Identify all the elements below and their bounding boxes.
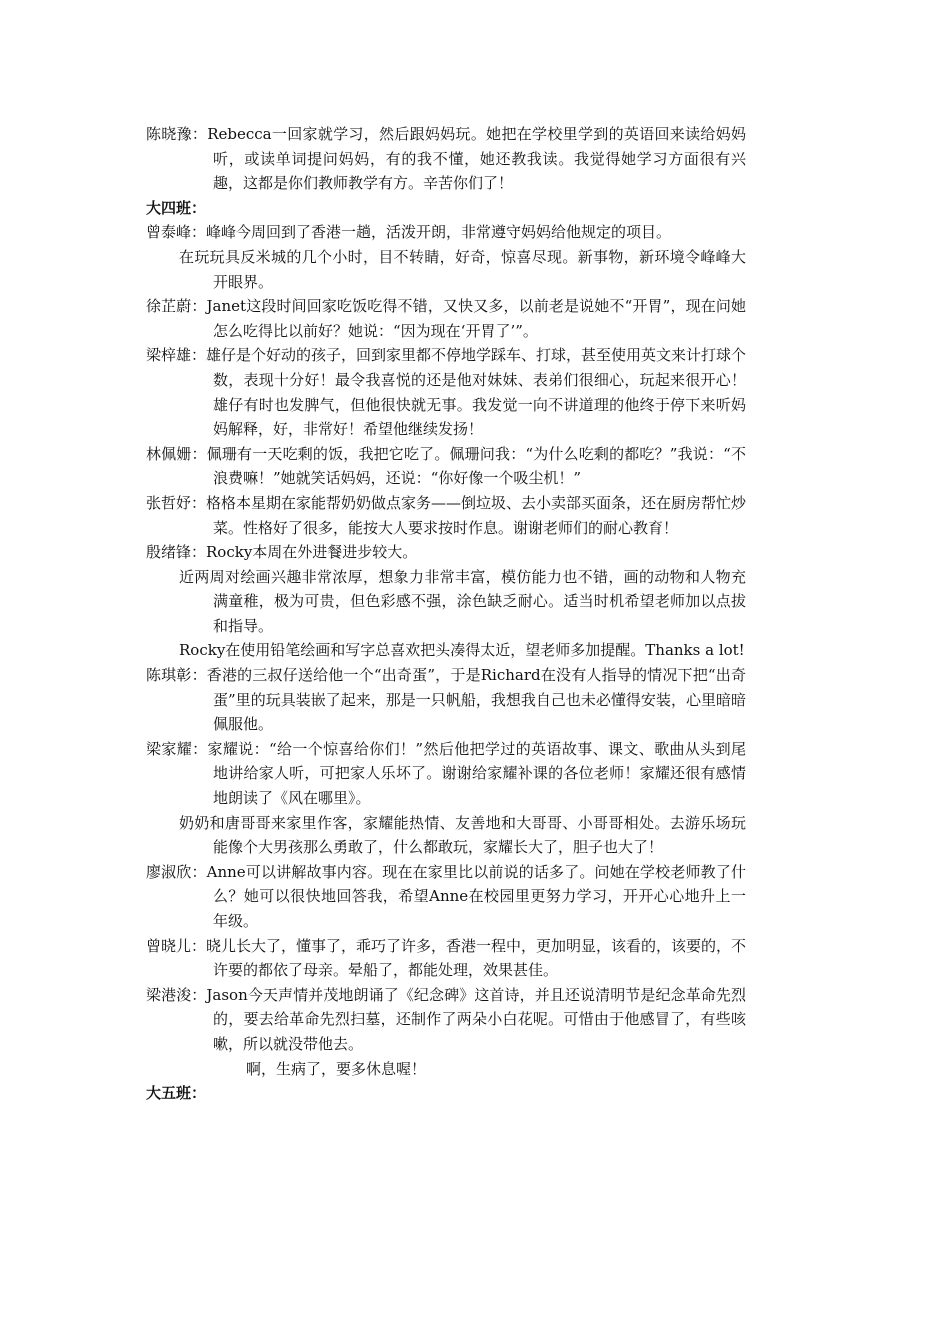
parent-comment-chen-xiaoyu: 陈晓豫：Rebecca一回家就学习，然后跟妈妈玩。她把在学校里学到的英语回来读给妈妈听，或读单词提问妈妈，有的我不懂，她还教我读。我觉得她学习方面很有兴趣，这都是你们教师教学有方。辛苦你们了！ xyxy=(146,125,746,193)
class-heading-da-si-ban: 大四班： xyxy=(146,198,207,217)
parent-comment-lin-peishan: 林佩姗：佩珊有一天吃剩的饭，我把它吃了。佩珊问我：“为什么吃剩的都吃？”我说：“不浪费嘛！”她就笑话妈妈，还说：“你好像一个吸尘机！” xyxy=(146,444,746,488)
parent-comment-zhang-zheyu: 张哲妤：格格本星期在家能帮奶奶做点家务——倒垃圾、去小卖部买面条，还在厨房帮忙炒菜。性格好了很多，能按大人要求按时作息。谢谢老师们的耐心教育！ xyxy=(146,493,747,537)
parent-comment-zeng-xiaoer: 曾晓儿：晓儿长大了，懂事了，乖巧了许多，香港一程中，更加明显，该看的，该要的，不许要的都依了母亲。晕船了，都能处理，效果甚佳。 xyxy=(146,936,747,980)
parent-comment-yin-xufeng-pencil: Rocky在使用铅笔绘画和写字总喜欢把头凑得太近，望老师多加提醒。Thanks a lot! xyxy=(179,641,745,660)
parent-comment-zeng-taifeng: 曾泰峰：峰峰今周回到了香港一趟，活泼开朗，非常遵守妈妈给他规定的项目。 xyxy=(146,223,672,242)
document-page xyxy=(146,122,746,1106)
parent-comment-liang-zixiong: 梁梓雄：雄仔是个好动的孩子，回到家里都不停地学踩车、打球，甚至使用英文来计打球个数，表现十分好！最令我喜悦的还是他对妹妹、表弟们很细心，玩起来很开心！雄仔有时也发脾气，但他很快就无事。我发觉一向不讲道理的他终于停下来听妈妈解释，好，非常好！希望他继续发扬！ xyxy=(146,346,747,439)
parent-comment-liang-gangjun: 梁港浚：Jason今天声情并茂地朗诵了《纪念碑》这首诗，并且还说清明节是纪念革命先烈的，要去给革命先烈扫墓，还制作了两朵小白花呢。可惜由于他感冒了，有些咳嗽，所以就没带他去。 xyxy=(146,985,746,1053)
parent-comment-liang-jiayao: 梁家耀：家耀说：“给一个惊喜给你们！”然后他把学过的英语故事、课文、歌曲从头到尾地讲给家人听，可把家人乐坏了。谢谢给家耀补课的各位老师！家耀还很有感情地朗读了《风在哪里》。 xyxy=(146,739,746,808)
teacher-reply-liang-gangjun: 啊，生病了，要多休息喔！ xyxy=(246,1059,427,1078)
class-heading-da-wu-ban: 大五班： xyxy=(146,1084,207,1103)
parent-comment-yin-xufeng-drawing: 近两周对绘画兴趣非常浓厚，想象力非常丰富，模仿能力也不错，画的动物和人物充满童稚，极为可贵，但色彩感不强，涂色缺乏耐心。适当时机希望老师加以点拔和指导。 xyxy=(179,567,746,635)
parent-comment-liang-jiayao-continued: 奶奶和唐哥哥来家里作客，家耀能热情、友善地和大哥哥、小哥哥相处。去游乐场玩能像个大男孩那么勇敢了，什么都敢玩，家耀长大了，胆子也大了！ xyxy=(179,813,746,857)
parent-comment-xu-zhiwei: 徐芷蔚：Janet这段时间回家吃饭吃得不错，又快又多，以前老是说她不“开胃”，现在问她怎么吃得比以前好？她说：“因为现在‘开胃了’”。 xyxy=(146,297,746,340)
parent-comment-zeng-taifeng-continued: 在玩玩具反米城的几个小时，目不转睛，好奇，惊喜尽现。新事物，新环境令峰峰大开眼界。 xyxy=(179,247,746,291)
parent-comment-chen-qizhang: 陈琪彰：香港的三叔仔送给他一个“出奇蛋”，于是Richard在没有人指导的情况下把“出奇蛋”里的玩具装嵌了起来，那是一只帆船，我想我自己也未必懂得安装，心里暗暗佩服他。 xyxy=(146,666,746,734)
parent-comment-liao-shuxin: 廖淑欣：Anne可以讲解故事内容。现在在家里比以前说的话多了。问她在学校老师教了什么？她可以很快地回答我，希望Anne在校园里更努力学习，开开心心地升上一年级。 xyxy=(146,862,746,930)
parent-comment-yin-xufeng: 殷绪锋：Rocky本周在外进餐进步较大。 xyxy=(146,543,418,562)
